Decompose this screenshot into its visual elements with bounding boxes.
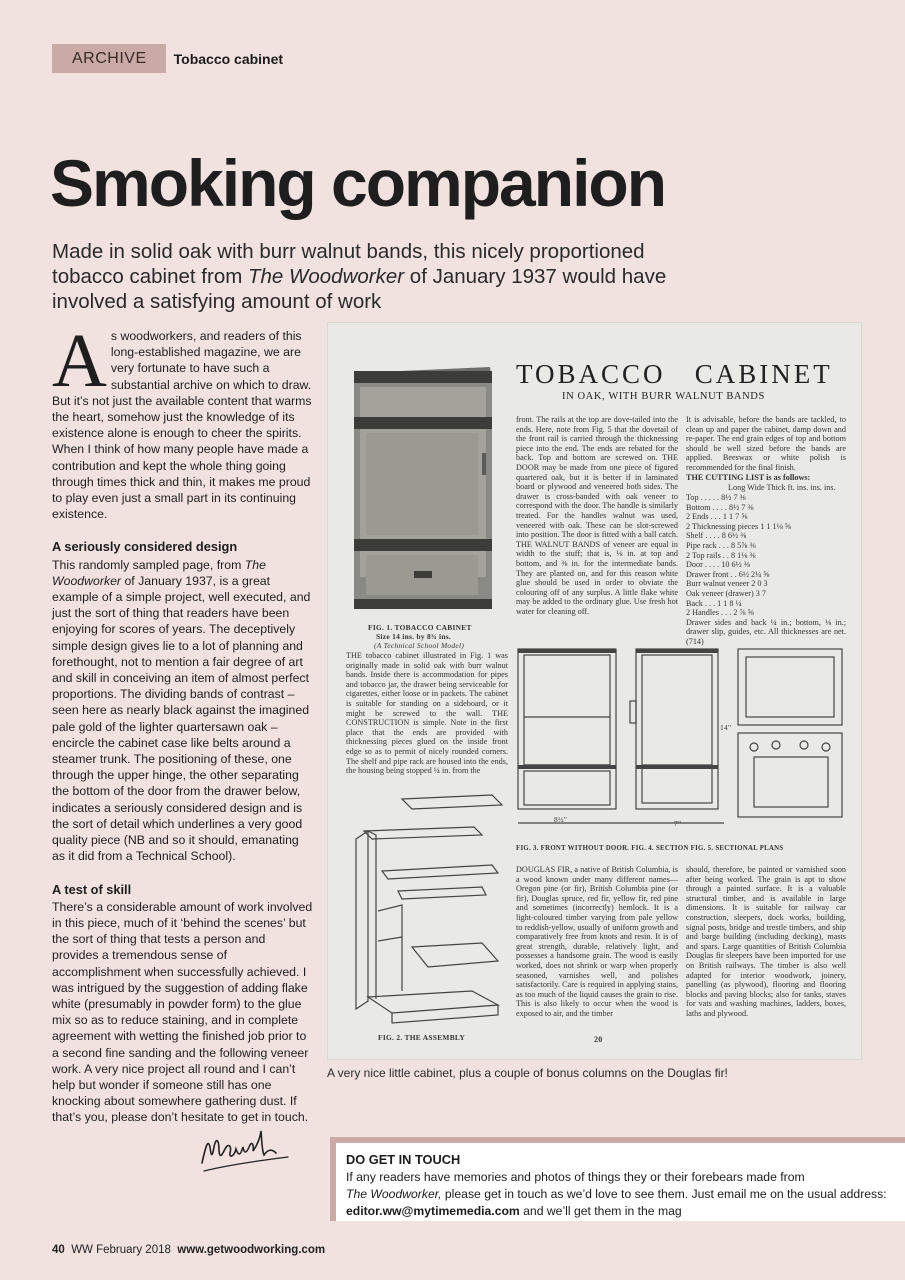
sectional-drawings [514,645,852,835]
dimension-width: 8½" [554,815,568,824]
article-title: Smoking companion [50,146,666,220]
scan-column-finishing: It is advisable, before the bands are tackled, to clean up and paper the cabinet, damp down and re-paper. The end grain edges of top and bottom should be well sized before the bands are applied. Beeswax or white polish is recommended for the final finish. [686,415,846,472]
fig1-model: (A Technical School Model) [374,641,465,650]
cutting-row: Shelf . . . . 8 6½ ⅜ [686,531,747,541]
contact-line-1: If any readers have memories and photos of things they or their forebears made from [346,1170,805,1184]
scan-column-construction: front. The rails at the top are dove-tailed into the ends. Here, note from Fig. 5 that the dovetail of the front rail is carried through the thicknessing piece into the end. The ends are rebated for the back. Top and bottom are screwed on. THE DOOR may be made from one piece of figured quartered oak, but it is better if in laminated board or plywood and veneered both sides. The drawer is cross-banded with oak veneer to correspond with the door. The handle is similarly treated. For the handles walnut was used, veneered with oak. These can be slot-screwed into position. The door is fitted with a ball catch. THE WALNUT BANDS of veneer are equal in width to the stuff; that is, ⅛ in. at top and bottom, and ⅜ in. for the intermediate bands. They are planted on, and for this reason white glue should be used in order to obviate the colouring off of any surplus. A little flake white may be added to the ordinary glue. Use fresh hot water for cleaning off. [516,415,678,616]
page-number: 40 [52,1244,65,1256]
page-footer [52,1244,325,1256]
section-topic: Tobacco cabinet [173,50,284,67]
website-link[interactable]: www.getwoodworking.com [177,1244,326,1256]
design-text-end: of January 1937, is a great example of a simple project, well executed, and just the sort of thing that readers have been enjoying for scores of years. The deceptively simple design gives lie to a lot of planning and forethought, not to mention a fair degree of art and skill in conceiving an item of almost perfect proportions. The dividing bands of contrast – seen here as nearly black against the imagined pale gold of the lighter quartersawn oak – encircle the cabinet case like belts around a steamer trunk. The positioning of these, one through the upper hinge, the other separating the bottom of the door from the drawer below, indicates a seriously considered design and is the sort of detail which underlines a very good quality piece (NB and so it should, emanating as it did from a Technical School). [52,573,311,864]
contact-box [330,1137,905,1221]
section-header [52,44,283,73]
intro-paragraph [52,319,314,522]
archive-page-scan [327,322,862,1060]
article-body [52,319,314,1126]
intro-text: s woodworkers, and readers of this long-established magazine, we are very fortunate to have such a substantial archive on which to draw. But it’s not just the available content that warms the heart, somehow just the knowledge of its existence alone is enough to cheer the spirits. When I think of how many people have made a contribution and kept the whole thing going through times thick and thin, it makes me proud to play even just a small part in its continuing existence. [52,329,312,522]
fig2-caption: FIG. 2. THE ASSEMBLY [378,1033,466,1042]
image-caption: A very nice little cabinet, plus a couple of bonus columns on the Douglas fir! [327,1066,728,1080]
author-signature [198,1125,292,1175]
design-magazine-name: The Woodworker [52,557,266,588]
issue-label: WW February 2018 [71,1244,171,1256]
contact-line-2 [346,1186,905,1203]
contact-line-3 [346,1203,905,1220]
cutting-row: Burr walnut veneer 2 0 3 [686,579,768,589]
cutting-row: Drawer front . . 6½ 2¼ ⅝ [686,569,770,579]
cabinet-photo [350,363,500,618]
standfirst-text: Made in solid oak with burr walnut bands, this nicely proportioned tobacco cabinet from [52,240,645,288]
cutting-row: Oak veneer (drawer) 3 7 [686,588,767,598]
cutting-row: Back . . . 1 1 8 ¼ [686,598,742,608]
fig345-caption: FIG. 3. FRONT WITHOUT DOOR. FIG. 4. SECTION FIG. 5. SECTIONAL PLANS [516,845,784,852]
scan-column-douglas-fir: DOUGLAS FIR, a native of British Columbia, is a wood known under many different names—Oregon pine (or fir), British Columbia pine (or fir), Douglas spruce, red fir, yellow fir, red pine and sometimes (incorrectly) hemlock. It is a light-coloured timber varying from pale yellow to reddish-yellow, usually of uniform growth and comparatively free from knots and resin. It is of great strength, durable, relatively light, and possesses a handsome grain. The wood is easily worked, does not shrink or warp when properly seasoned, varnishes well, and polishes satisfactorily. Care is required in applying stains, as too much of the liquid causes the grain to rise. This is also likely to occur when the wood is exposed to air, and the timber [516,865,678,1018]
cutting-row: 2 Ends . . . 1 1 7 ⅝ [686,512,748,522]
drop-cap: A [52,319,107,403]
contact-line-3-text: and we’ll get them in the mag [519,1204,682,1218]
cutting-list-head: Long Wide Thick ft. ins. ins. ins. [728,483,836,492]
contact-line-2-text: please get in touch as we’d love to see them. Just email me on the usual address: [441,1187,887,1201]
scan-column-intro: THE tobacco cabinet illustrated in Fig. 1 was originally made in solid oak with burr walnut bands. Inside there is accommodation for pipes and tobacco jar, the drawer being serviceable for cigarettes, either loose or in packets. The cabinet is suitable for standing on a sideboard, or it might be screwed to the wall. THE CONSTRUCTION is simple. Note in the first place that the ends are provided with thicknessing pieces glued on the inside front edge so as to permit of nicely rounded corners. The shelf and pipe rack are housed into the ends, the housing being stopped ¼ in. from the [346,651,508,776]
scan-title: TOBACCO CABINET [516,359,833,389]
contact-email-link[interactable]: editor.ww@mytimemedia.com [346,1204,520,1218]
contact-heading: DO GET IN TOUCH [346,1152,461,1167]
standfirst-magazine-name: The Woodworker [248,265,405,288]
cutting-list [686,493,846,646]
contact-magazine-name: The Woodworker, [346,1187,442,1201]
scan-page-number: 20 [594,1035,603,1044]
cutting-row: Top . . . . . 8½ 7 ⅜ [686,493,746,502]
standfirst-text-end: of January 1937 would have involved a satisfying amount of work [52,265,667,313]
scan-subtitle: IN OAK, WITH BURR WALNUT BANDS [562,391,765,402]
skill-paragraph: There’s a considerable amount of work involved in this piece, much of it ‘behind the scenes’ but the sort of thing that tests a person and provides a tremendous sense of accomplishment when successfully achieved. I was intrigued by the suggestion of adding flake white (presumably in powder form) to the glue mix so as to reduce staining, and in complete agreement with wetting the finished job prior to a second fine sanding and the following veneer work. A very nice project all round and I can’t help but wonder if someone still has one knocking about somewhere gathering dust. If that’s you, please don’t hesitate to get in touch. [52,899,313,1125]
scan-column-douglas-fir-cont: should, therefore, be painted or varnished soon after being worked. The grain is apt to show through a painted surface. It is a valuable structural timber, and is available in large dimensions. It is suitable for railway car construction, sleepers, dock works, building, signal posts, bridge and trestle timbers, and ship and barge building (including decking), masts and spars. Large quantities of British Columbia Douglas fir sleepers have been imported for use on British railways. The timber is also well adapted for interior woodwork, joinery, panelling (as plywood), flooring and flooring blocks and paving blocks; also for tanks, staves for vats and washing machines, ladders, boxes, laths and plywood. [686,865,846,1018]
section-tag: ARCHIVE [52,44,166,73]
cutting-row: 2 Thicknessing pieces 1 1 1⅛ ⅝ [686,521,791,531]
cutting-row: Drawer sides and back ¼ in.; bottom, ⅛ in.; drawer slip, guides, etc. All thicknesses are net. (714) [686,617,846,646]
assembly-drawing [342,791,510,1029]
dimension-depth: 7" [674,819,682,828]
cutting-row: Pipe rack . . . 8 5⅞ ⅜ [686,540,756,550]
design-text: This randomly sampled page, from [52,557,245,572]
subheading-design: A seriously considered design [52,539,238,555]
cutting-row: Bottom . . . . 8½ 7 ⅜ [686,502,754,512]
cutting-list-title: THE CUTTING LIST is as follows: [686,473,811,482]
cutting-row: Door . . . . 10 6½ ⅜ [686,560,750,570]
article-standfirst [52,239,692,314]
fig1-size: Size 14 ins. by 8¾ ins. [376,632,452,641]
design-paragraph [52,557,314,865]
fig1-caption: FIG. 1. TOBACCO CABINET [368,623,472,632]
cutting-row: 2 Top rails . . 8 1⅛ ⅜ [686,550,756,560]
subheading-skill: A test of skill [52,881,132,897]
dimension-height: 14" [720,723,732,732]
cutting-row: 2 Handles . . . 2 ⅞ ⅝ [686,608,754,618]
